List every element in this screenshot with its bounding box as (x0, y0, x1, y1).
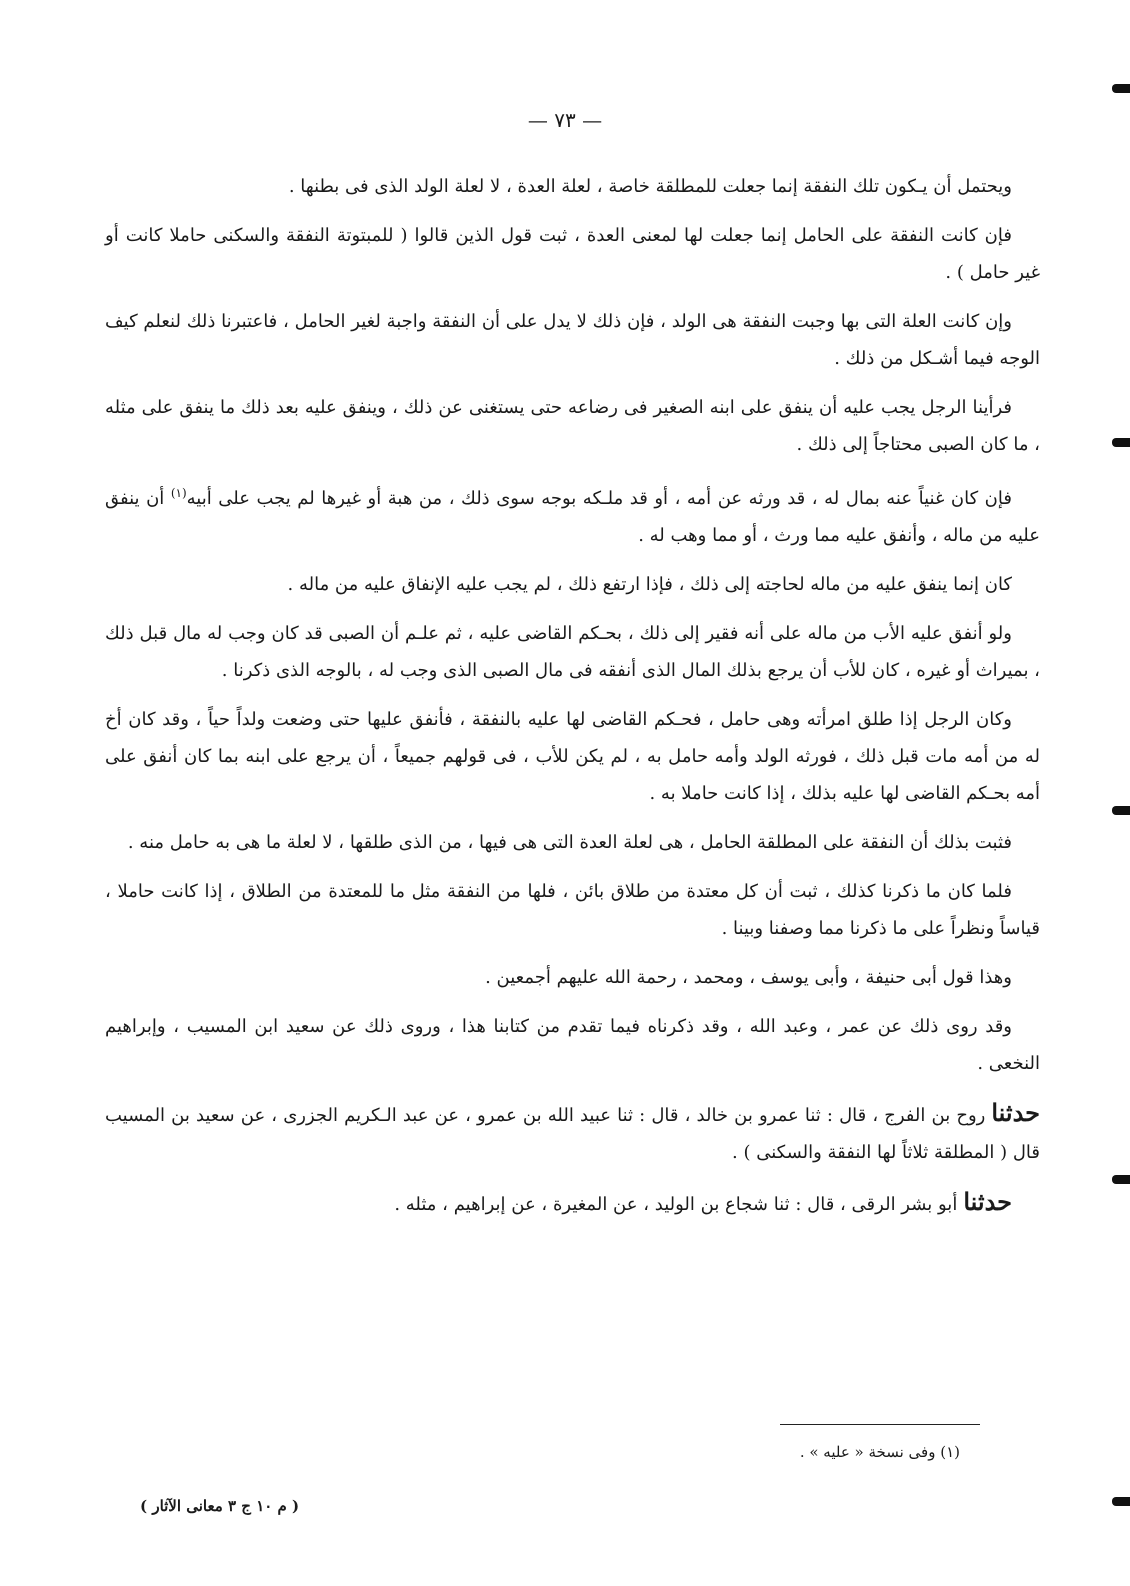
hadith-lead-word: حدثنا (963, 1187, 1012, 1216)
margin-mark (1112, 1175, 1130, 1184)
hadith-paragraph (105, 1183, 1040, 1223)
paragraph: فرأينا الرجل يجب عليه أن ينفق على ابنه الصغير فى رضاعه حتى يستغنى عن ذلك ، وينفق عليه بعد ذلك ما ينفق على مثله ، ما كان الصبى محتاجاً إلى ذلك . (105, 397, 1040, 455)
footnote-divider (780, 1424, 980, 1425)
footnote: (١) وفى نسخة « عليه » . (799, 1443, 960, 1461)
body-text (105, 168, 1040, 1235)
paragraph: وكان الرجل إذا طلق امرأته وهى حامل ، فحـكم القاضى لها عليه بالنفقة ، فأنفق عليها حتى وضعت ولداً حياً ، وقد كان أخ له من أمه مات قبل ذلك ، فورثه الولد وأمه حامل به ، لم يكن للأب ، فى قولهم جميعاً ، أن يرجع على ابنه بما كان أنفق على أمه بحـكم القاضى لها عليه بذلك ، إذا كانت حاملا به . (105, 709, 1040, 804)
hadith-lead-word: حدثنا (991, 1098, 1040, 1127)
hadith-paragraph (105, 1094, 1040, 1171)
margin-mark (1112, 806, 1130, 815)
paragraph: فثبت بذلك أن النفقة على المطلقة الحامل ، هى لعلة العدة التى هى فيها ، من الذى طلقها ، لا لعلة ما هى به حامل منه . (127, 832, 1012, 853)
footnote-marker: (١) (170, 486, 187, 500)
paragraph: فإن كانت النفقة على الحامل إنما جعلت لها لمعنى العدة ، ثبت قول الذين قالوا ( للمبتوتة النفقة والسكنى حاملا كانت أو غير حامل ) . (105, 225, 1040, 283)
paragraph: وإن كانت العلة التى بها وجبت النفقة هى الولد ، فإن ذلك لا يدل على أن النفقة واجبة لغير الحامل ، فاعتبرنا ذلك لنعلم كيف الوجه فيما أشـكل من ذلك . (105, 311, 1040, 369)
page-number: — ٧٣ — (527, 108, 603, 132)
margin-mark (1112, 84, 1130, 93)
paragraph: فلما كان ما ذكرنا كذلك ، ثبت أن كل معتدة من طلاق بائن ، فلها من النفقة مثل ما للمعتدة من الطلاق ، إذا كانت حاملا ، قياساً ونظراً على ما ذكرنا مما وصفنا وبينا . (105, 881, 1040, 939)
page-signature: ( م ١٠ ج ٣ معانى الآثار ) (140, 1497, 300, 1515)
paragraph-text-tail: أن ينفق عليه من ماله ، وأنفق عليه مما ورث ، أو مما وهب له . (105, 488, 1040, 546)
paragraph-text: فإن كان غنياً عنه بمال له ، قد ورثه عن أمه ، أو قد ملـكه بوجه سوى ذلك ، من هبة أو غيرها لم يجب على أبيه (186, 488, 1012, 509)
paragraph: وقد روى ذلك عن عمر ، وعبد الله ، وقد ذكرناه فيما تقدم من كتابنا هذا ، وروى ذلك عن سعيد ابن المسيب ، وإبراهيم النخعى . (105, 1016, 1040, 1074)
hadith-text: أبو بشر الرقى ، قال : ثنا شجاع بن الوليد ، عن المغيرة ، عن إبراهيم ، مثله . (394, 1194, 958, 1215)
paragraph: ولو أنفق عليه الأب من ماله على أنه فقير إلى ذلك ، بحـكم القاضى عليه ، ثم علـم أن الصبى قد كان وجب له مال قبل ذلك ، بميراث أو غيره ، كان للأب أن يرجع بذلك المال الذى أنفقه فى مال الصبى الذى وجب له ، بالوجه الذى ذكرنا . (105, 623, 1040, 681)
margin-mark (1112, 1497, 1130, 1506)
paragraph: كان إنما ينفق عليه من ماله لحاجته إلى ذلك ، فإذا ارتفع ذلك ، لم يجب عليه الإنفاق عليه من ماله . (287, 574, 1012, 595)
margin-mark (1112, 438, 1130, 447)
paragraph-with-footnote (105, 475, 1040, 554)
paragraph: وهذا قول أبى حنيفة ، وأبى يوسف ، ومحمد ، رحمة الله عليهم أجمعين . (485, 967, 1012, 988)
paragraph: ويحتمل أن يـكون تلك النفقة إنما جعلت للمطلقة خاصة ، لعلة العدة ، لا لعلة الولد الذى فى بطنها . (288, 176, 1012, 197)
hadith-text: روح بن الفرج ، قال : ثنا عمرو بن خالد ، قال : ثنا عبيد الله بن عمرو ، عن عبد الـكريم الجزرى ، عن سعيد بن المسيب قال ( المطلقة ثلاثاً لها النفقة والسكنى ) . (105, 1105, 1040, 1163)
